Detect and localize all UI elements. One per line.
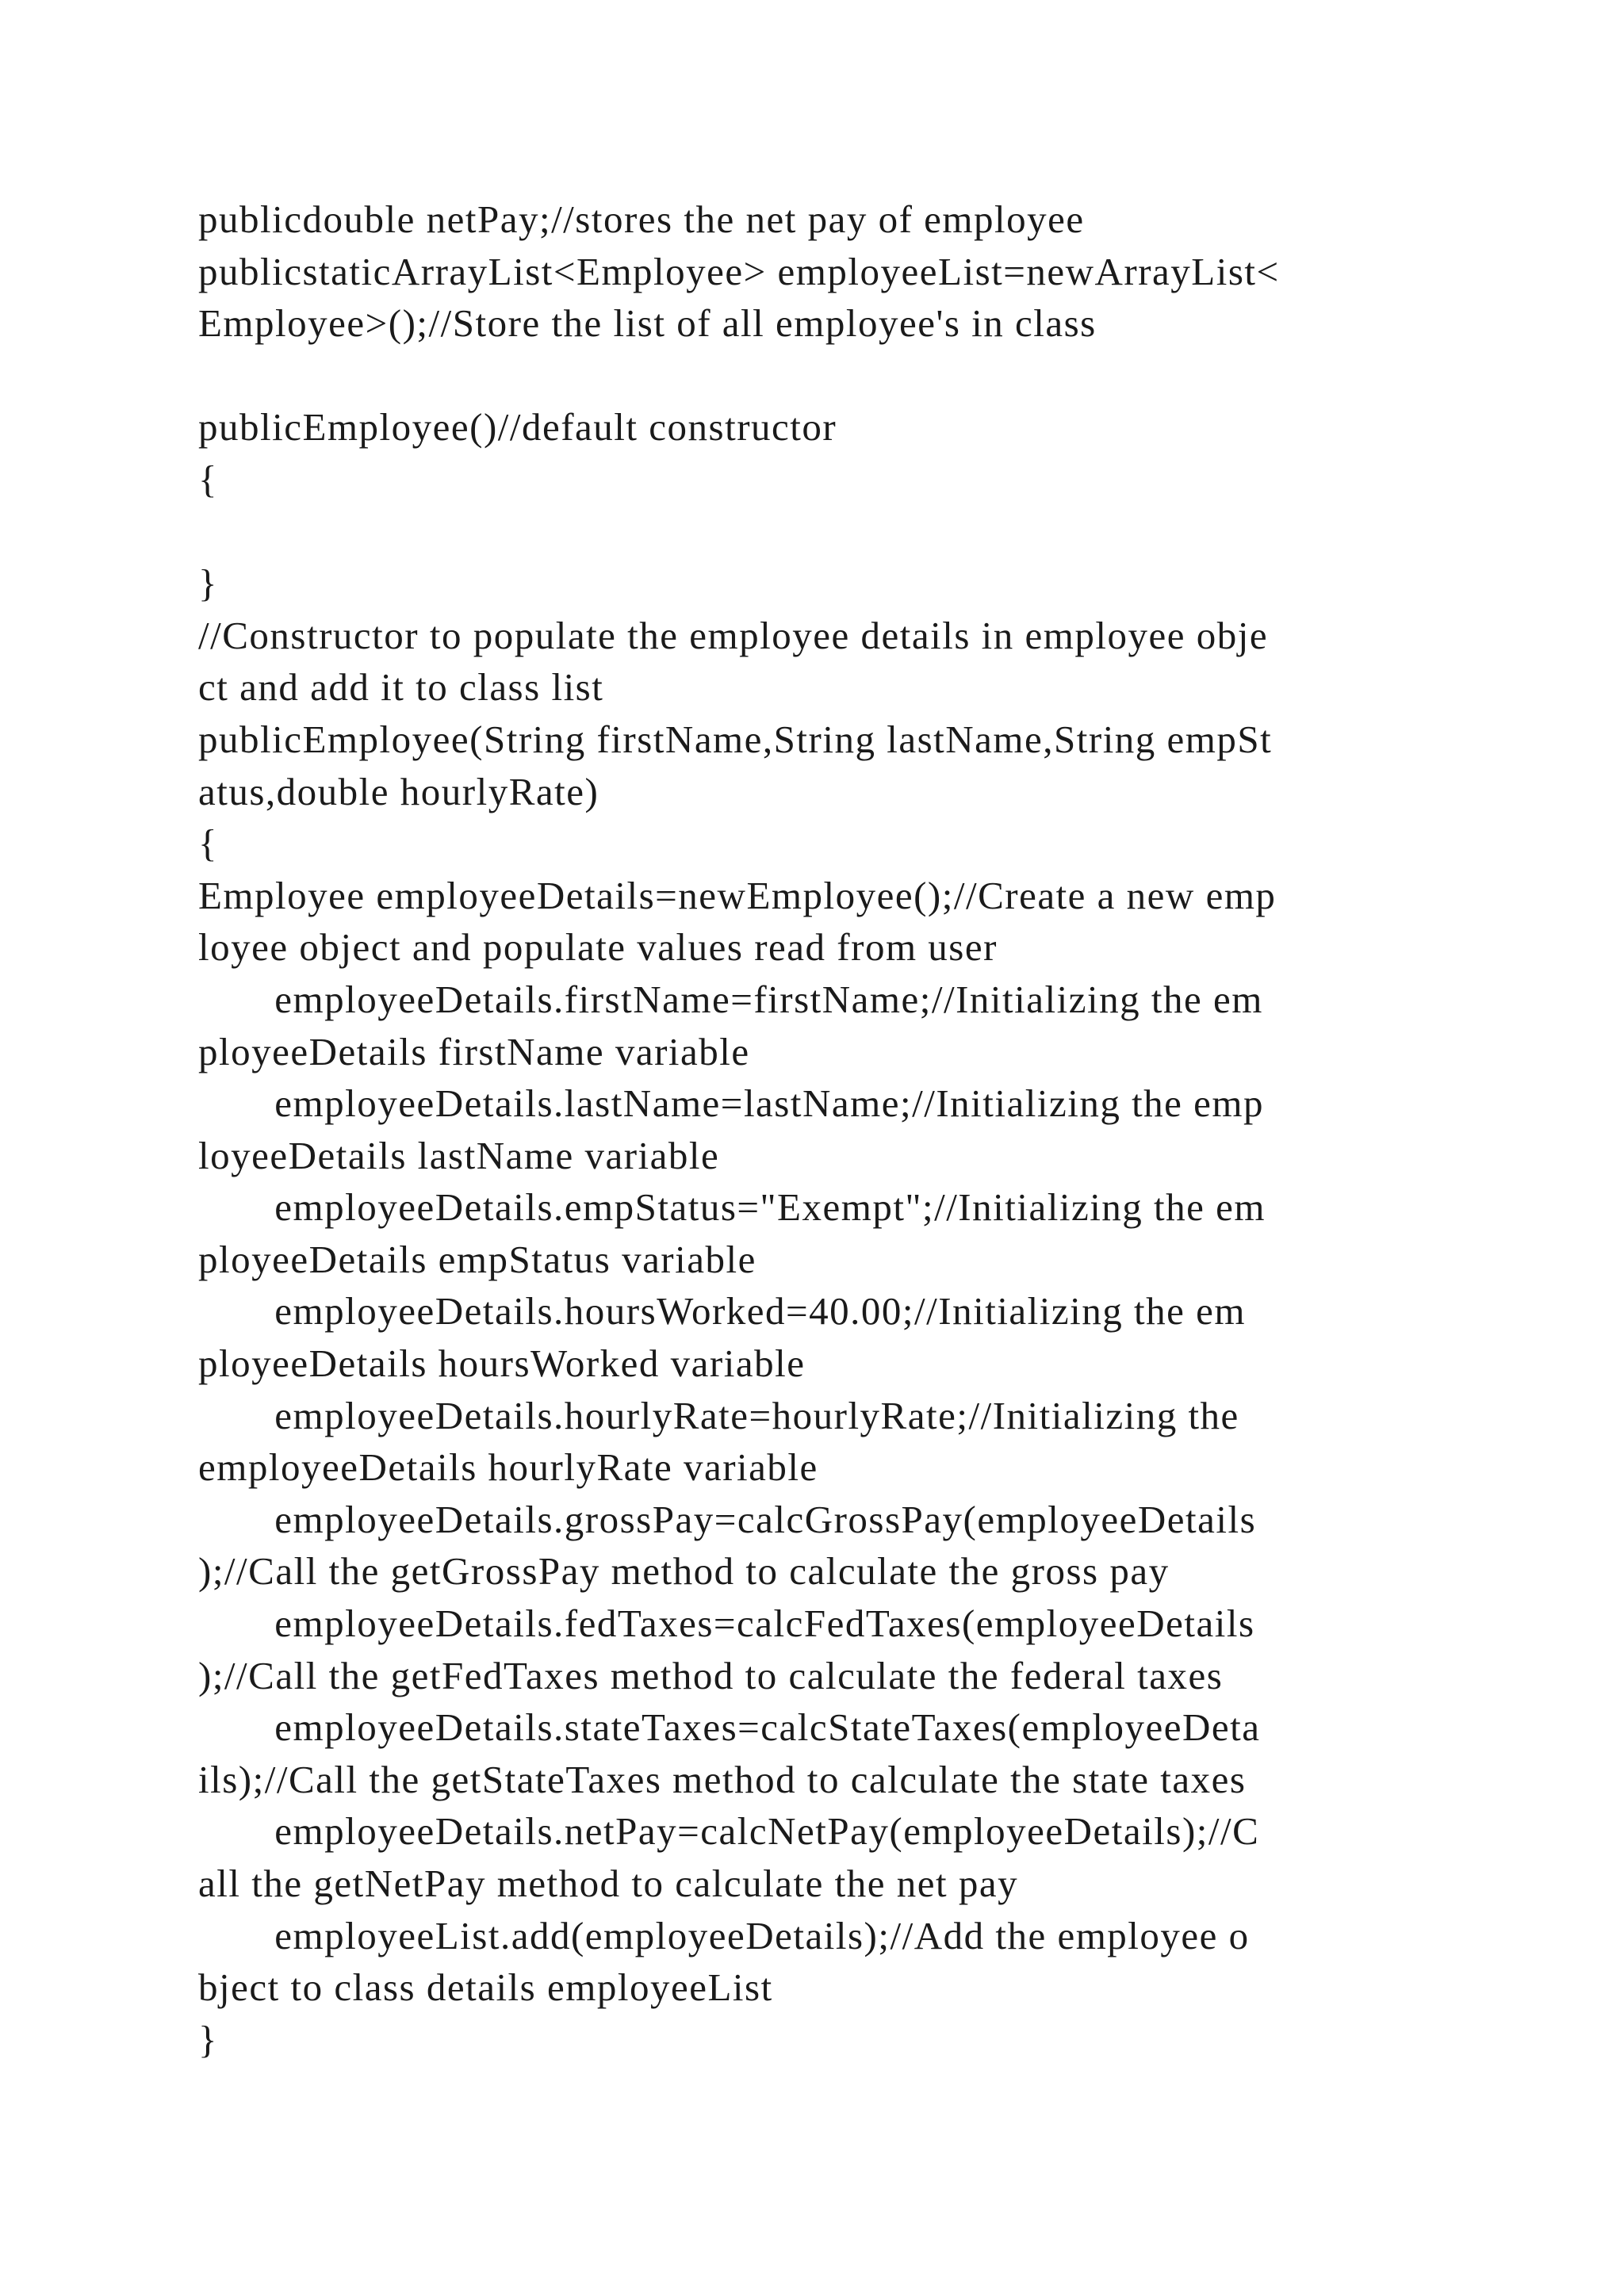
text-line: employeeDetails.hoursWorked=40.00;//Initializing the em <box>198 1289 1246 1334</box>
text-line: employeeDetails.hourlyRate=hourlyRate;//Initializing the <box>198 1393 1239 1437</box>
blank-line <box>198 350 1483 402</box>
text-line: publicEmployee()//default constructor <box>198 405 837 450</box>
text-line: employeeDetails.firstName=firstName;//Initializing the em <box>198 977 1263 1021</box>
text-line: ployeeDetails empStatus variable <box>198 1237 756 1281</box>
text-line: employeeDetails.grossPay=calcGrossPay(employeeDetails <box>198 1497 1257 1541</box>
text-line: loyeeDetails lastName variable <box>198 1133 720 1177</box>
text-line: Employee employeeDetails=newEmployee();//Create a new emp <box>198 873 1277 917</box>
text-line: loyee object and populate values read from user <box>198 925 998 970</box>
text-line: employeeDetails.stateTaxes=calcStateTaxes(employeeDeta <box>198 1705 1261 1750</box>
text-line: publicdouble netPay;//stores the net pay of employee <box>198 197 1085 241</box>
text-line: employeeList.add(employeeDetails);//Add the employee o <box>198 1913 1250 1957</box>
text-line: Employee>();//Store the list of all employee's in class <box>198 301 1097 346</box>
text-line: employeeDetails.netPay=calcNetPay(employeeDetails);//C <box>198 1809 1260 1854</box>
text-line: publicstaticArrayList<Employee> employeeList=newArrayList< <box>198 249 1280 293</box>
text-line: all the getNetPay method to calculate the net pay <box>198 1862 1019 1905</box>
text-line: { <box>198 457 219 501</box>
text-line: } <box>198 2017 219 2061</box>
text-line: publicEmployee(String firstName,String lastName,String empSt <box>198 717 1273 761</box>
text-line: employeeDetails.empStatus="Exempt";//Initializing the em <box>198 1185 1266 1230</box>
text-line: { <box>198 821 219 866</box>
text-line: employeeDetails.fedTaxes=calcFedTaxes(employeeDetails <box>198 1601 1255 1646</box>
text-line: ployeeDetails hoursWorked variable <box>198 1341 806 1386</box>
text-line: employeeDetails.lastName=lastName;//Initializing the emp <box>198 1081 1265 1126</box>
text-line: atus,double hourlyRate) <box>198 769 599 813</box>
text-line: ct and add it to class list <box>198 665 604 710</box>
blank-line <box>198 506 1483 558</box>
text-line: employeeDetails hourlyRate variable <box>198 1445 818 1490</box>
text-line: );//Call the getGrossPay method to calculate the gross pay <box>198 1549 1170 1594</box>
text-line: ils);//Call the getStateTaxes method to calculate the state taxes <box>198 1757 1247 1801</box>
text-line: ployeeDetails firstName variable <box>198 1029 750 1073</box>
text-line: //Constructor to populate the employee details in employee obje <box>198 613 1269 657</box>
text-line: );//Call the getFedTaxes method to calculate the federal taxes <box>198 1653 1224 1697</box>
text-line: bject to class details employeeList <box>198 1965 773 2010</box>
code-text-block <box>198 193 1483 2065</box>
text-line: } <box>198 561 219 606</box>
